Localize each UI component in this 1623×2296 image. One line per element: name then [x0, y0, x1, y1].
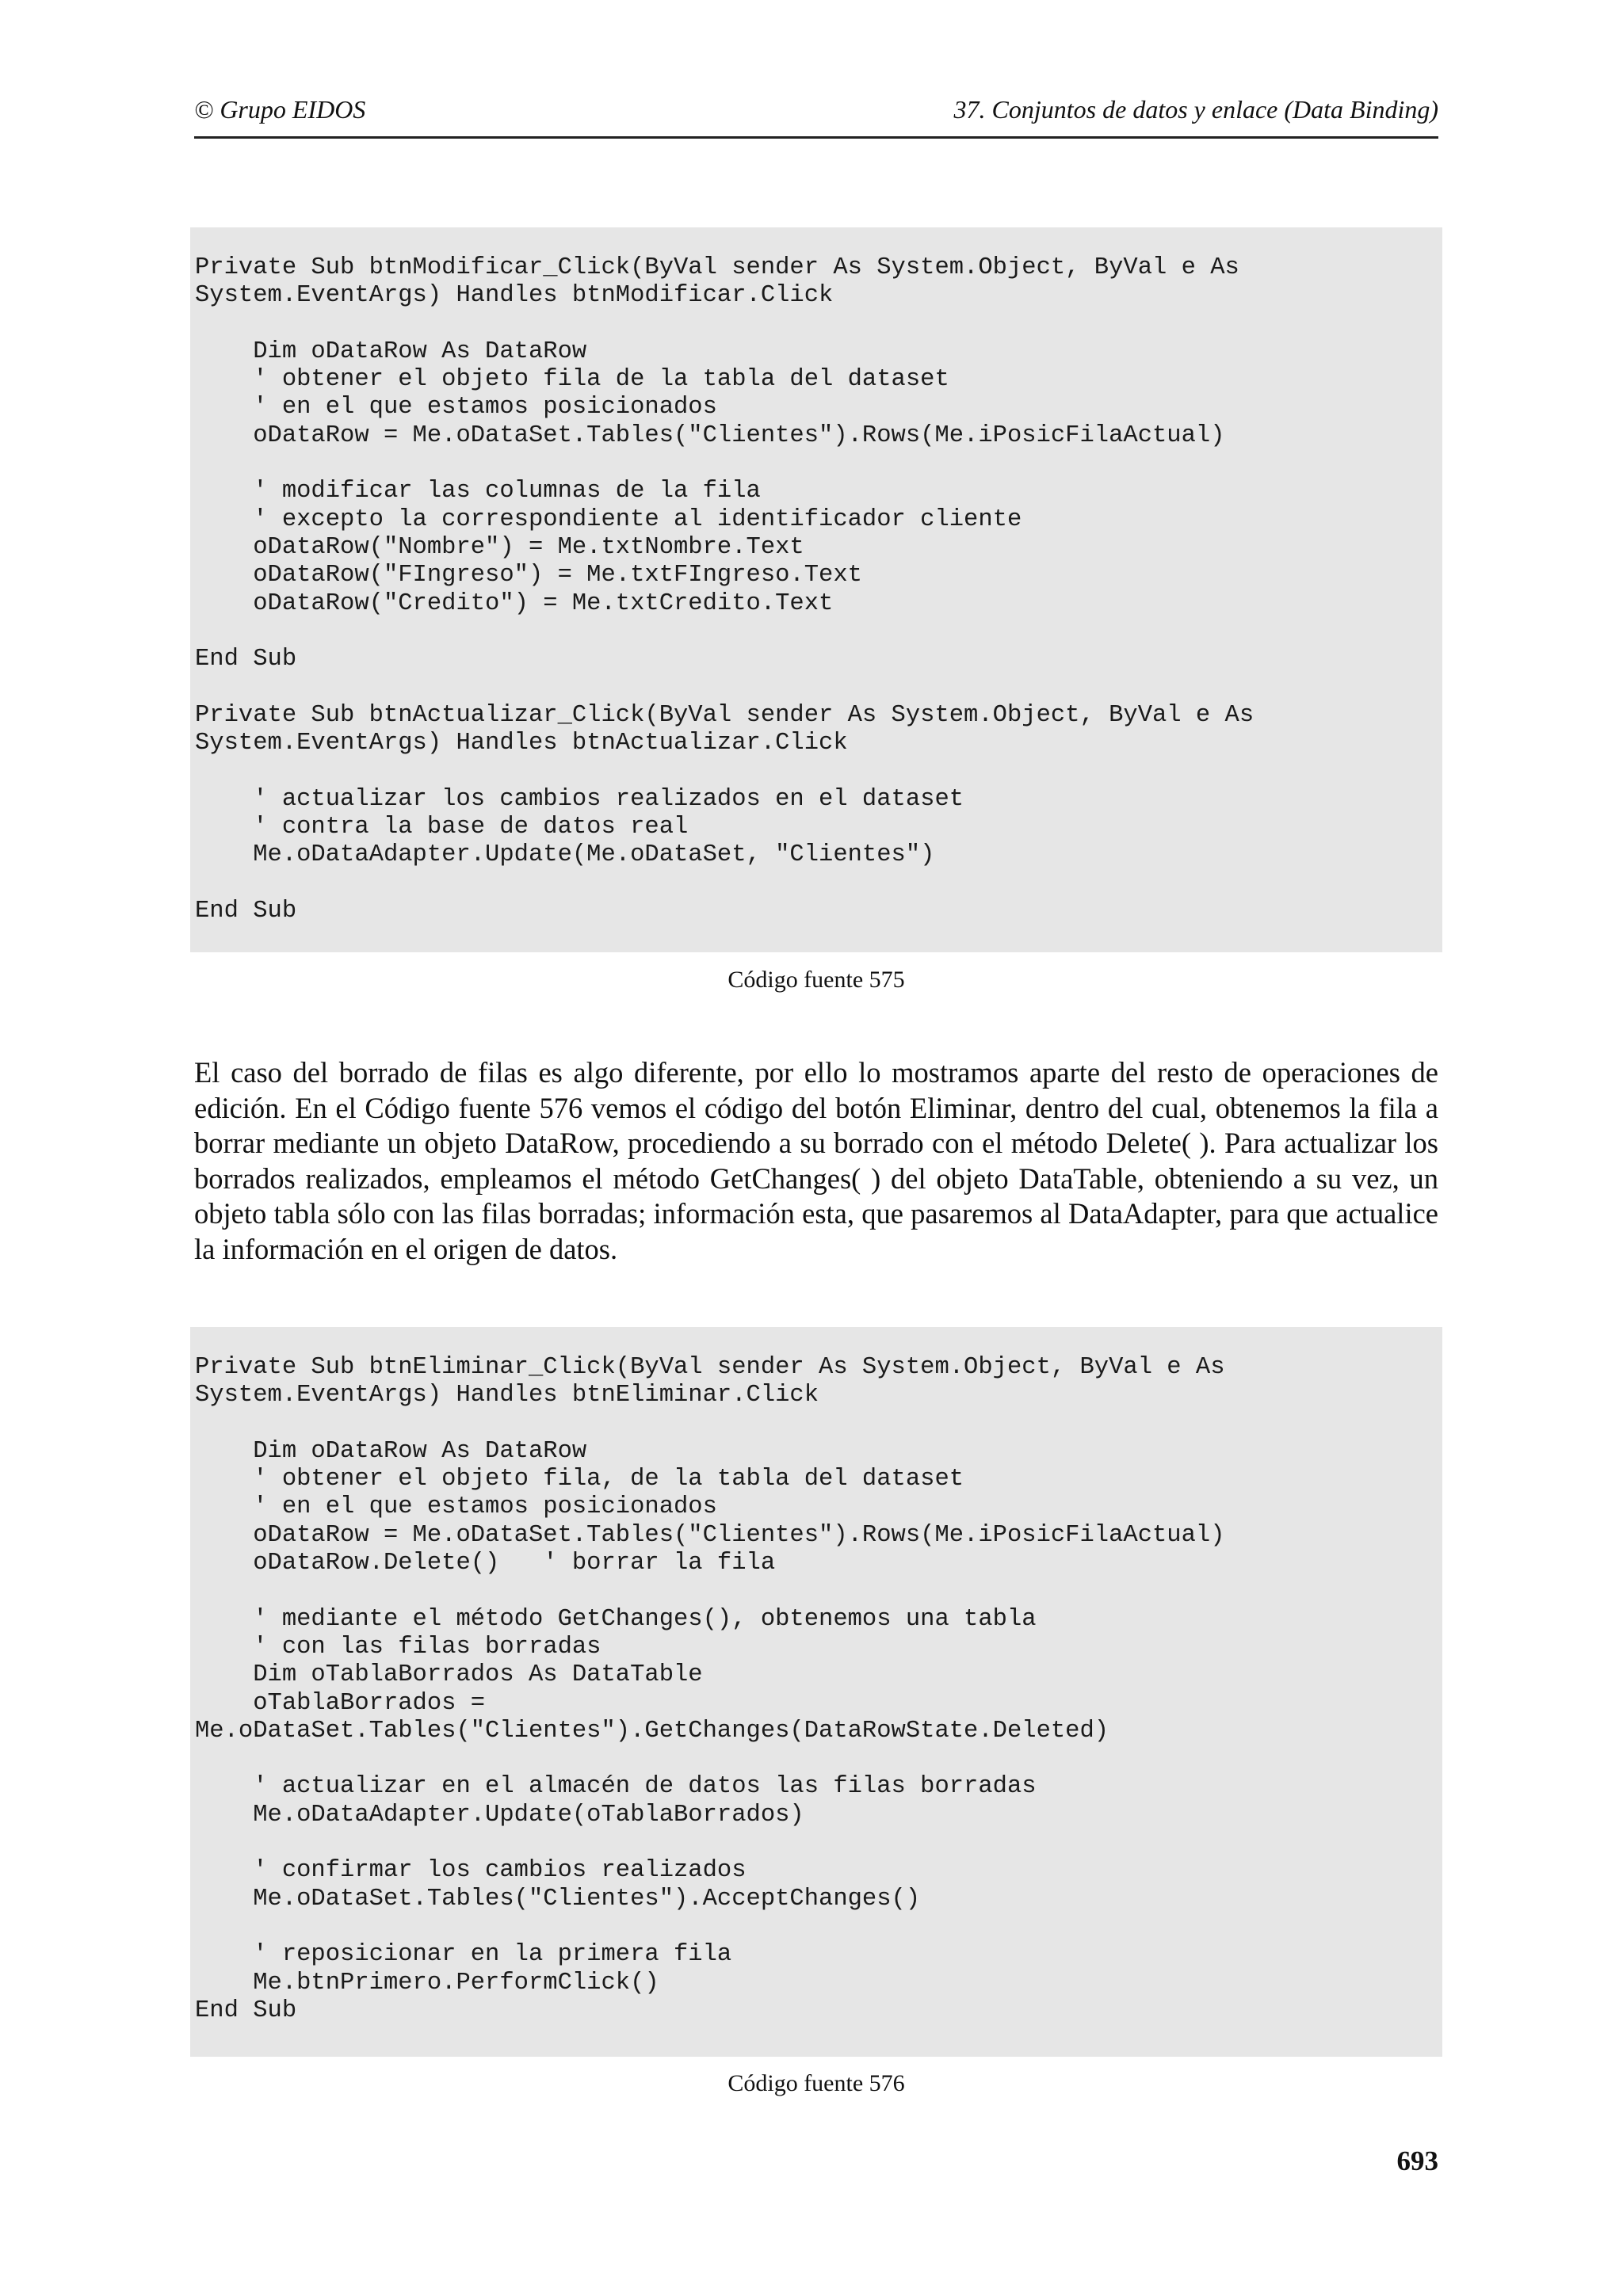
page-header	[194, 89, 1438, 139]
code-caption-575: Código fuente 575	[727, 967, 905, 993]
page-number: 693	[1396, 2145, 1438, 2176]
code-text: Private Sub btnEliminar_Click(ByVal sender As System.Object, ByVal e As System.EventArgs) Handles btnEliminar.Click Dim oDataRow As DataRow ' obtener el objeto fila, de la tabla del dataset ' en el que estamos posicionados oDataRow = Me.oDataSet.Tables("Clientes").Rows(Me.iPosicFilaActual) oDataRow.Delete() ' borrar la fila ' mediante el método GetChanges(), obtenemos una tabla ' con las filas borradas Dim oTablaBorrados As DataTable oTablaBorrados = Me.oDataSet.Tables("Clientes").GetChanges(DataRowState.Deleted) ' actualizar en el almacén de datos las filas borradas Me.oDataAdapter.Update(oTablaBorrados) ' confirmar los cambios realizados Me.oDataSet.Tables("Clientes").AcceptChanges() ' reposicionar en la primera fila Me.btnPrimero.PerformClick() End Sub	[195, 1354, 1225, 2024]
publisher-label: © Grupo EIDOS	[194, 95, 366, 124]
code-listing-576	[190, 1327, 1442, 2057]
code-text: Private Sub btnModificar_Click(ByVal sender As System.Object, ByVal e As System.EventArgs) Handles btnModificar.Click Dim oDataRow As DataRow ' obtener el objeto fila de la tabla del dataset ' en el que estamos posicionados oDataRow = Me.oDataSet.Tables("Clientes").Rows(Me.iPosicFilaActual) ' modificar las columnas de la fila ' excepto la correspondiente al identificador cliente oDataRow("Nombre") = Me.txtNombre.Text oDataRow("FIngreso") = Me.txtFIngreso.Text oDataRow("Credito") = Me.txtCredito.Text End Sub Private Sub btnActualizar_Click(ByVal sender As System.Object, ByVal e As System.EventArgs) Handles btnActualizar.Click ' actualizar los cambios realizados en el dataset ' contra la base de datos real Me.oDataAdapter.Update(Me.oDataSet, "Clientes") End Sub	[195, 254, 1254, 925]
body-paragraph: El caso del borrado de filas es algo diferente, por ello lo mostramos aparte del resto de operaciones de edición. En el Código fuente 576 vemos el código del botón Eliminar, dentro del cual, obtenemos la fila a borrar mediante un objeto DataRow, procediendo a su borrado con el método Delete( ). Para actualizar los borrados realizados, empleamos el método GetChanges( ) del objeto DataTable, obteniendo a su vez, un objeto tabla sólo con las filas borradas; información esta, que pasaremos al DataAdapter, para que actualice la información en el origen de datos.	[194, 1056, 1438, 1265]
chapter-title: 37. Conjuntos de datos y enlace (Data Binding)	[953, 95, 1438, 124]
code-caption-576: Código fuente 576	[727, 2070, 905, 2096]
code-listing-575	[190, 227, 1442, 952]
